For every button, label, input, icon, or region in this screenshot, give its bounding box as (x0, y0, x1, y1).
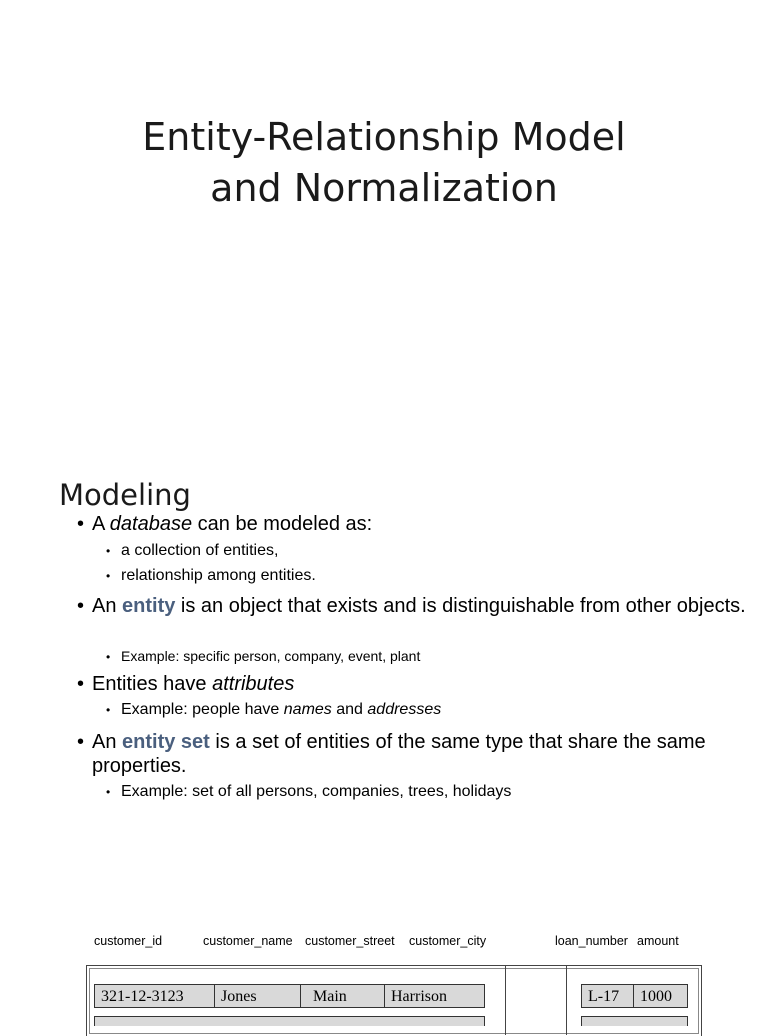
sub-bullet-relationships: • relationship among entities. (106, 565, 741, 587)
header-loan-number: loan_number (555, 934, 628, 948)
sub-bullet-entity-example: • Example: specific person, company, event, plant (106, 645, 741, 668)
customer-cell-street: Main (300, 984, 385, 1008)
loan-cell-number: L-17 (581, 984, 634, 1008)
bullet-database: • A database can be modeled as: (77, 512, 752, 536)
customer-row-next (94, 1016, 485, 1026)
figure-divider-right (566, 965, 567, 1035)
loan-row-next (581, 1016, 688, 1026)
header-customer-city: customer_city (409, 934, 487, 948)
section-heading: Modeling (59, 478, 191, 512)
header-customer-id: customer_id (94, 934, 163, 948)
slide-title (0, 112, 768, 214)
figure-divider-left (505, 965, 506, 1035)
customer-cell-id: 321-12-3123 (94, 984, 215, 1008)
bullet-entity: • An entity is an object that exists and is distinguishable from other objects. (77, 594, 752, 618)
customer-cell-name: Jones (214, 984, 301, 1008)
column-headers (0, 934, 768, 952)
sub-bullet-entities: • a collection of entities, (106, 540, 741, 562)
header-customer-street: customer_street (305, 934, 395, 948)
customer-cell-city: Harrison (384, 984, 485, 1008)
bullet-entity-set: • An entity set is a set of entities of the same type that share the same properties. (77, 730, 752, 778)
header-amount: amount (637, 934, 679, 948)
title-line-1: Entity-Relationship Model (142, 115, 626, 159)
sub-bullet-entity-set-example: • Example: set of all persons, companies, trees, holidays (106, 781, 741, 803)
title-line-2: and Normalization (210, 166, 558, 210)
header-customer-name: customer_name (203, 934, 293, 948)
bullet-attributes: • Entities have attributes (77, 672, 752, 696)
sub-bullet-attributes-example: • Example: people have names and addresses (106, 699, 741, 721)
loan-cell-amount: 1000 (633, 984, 688, 1008)
